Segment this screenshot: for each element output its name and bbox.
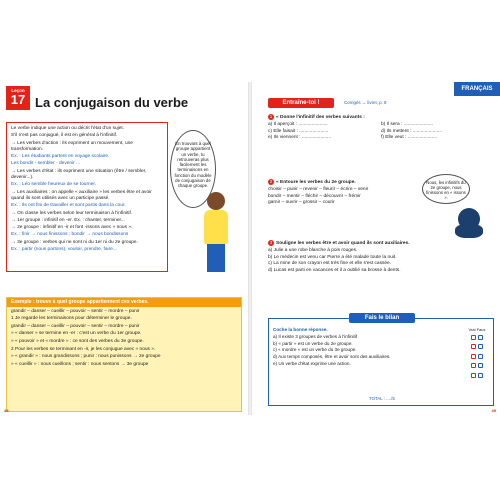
checkbox-faux[interactable] bbox=[478, 344, 483, 349]
checkbox-vrai[interactable] bbox=[471, 363, 476, 368]
child-legs bbox=[207, 244, 225, 272]
exercise-3 bbox=[268, 240, 494, 275]
rule-line: → 3e groupe : verbes qui ne sont ni du 1er ni du 2e groupe. bbox=[11, 239, 138, 245]
bilan-row: c) « mordre » est un verbe du 3e groupe. bbox=[273, 347, 357, 353]
rule-line: → 2e groupe : infinitif en -ir et font -issons avec « nous ». bbox=[11, 225, 133, 231]
rule-example: Ex. : partir (nous partons), vouloir, prendre, faire... bbox=[11, 247, 117, 253]
checkbox-vrai[interactable] bbox=[471, 344, 476, 349]
exercise-number-icon: 2 bbox=[269, 179, 273, 184]
exercise-item[interactable]: e) Ils viennent : ...................... bbox=[268, 135, 332, 141]
checkbox-faux[interactable] bbox=[478, 363, 483, 368]
exercise-title: « Donne l'infinitif des verbes suivants : bbox=[276, 115, 365, 120]
exercise-item[interactable]: b) Il sera : ...................... bbox=[381, 121, 433, 127]
rule-line: → Les verbes d'action : ils expriment un mouvement, une transformation. bbox=[11, 140, 133, 152]
exercise-item[interactable]: a) Il aperçoit : ...................... bbox=[268, 121, 328, 127]
example-line: grandir – danser – cueillir – pouvoir – sentir – mordre – punir bbox=[11, 308, 140, 314]
lesson-tab bbox=[6, 86, 30, 110]
exercise-line[interactable]: c) La mine de son crayon est très fine et elle s'est cassée. bbox=[268, 261, 392, 267]
entraine-toi-banner: Entraîne-toi ! bbox=[268, 98, 334, 108]
exercise-line[interactable]: b) Le médecin est venu car Pierre a été malade toute la nuit. bbox=[268, 254, 397, 260]
exercise-line[interactable]: garnir – ouvrir – grossir – courir bbox=[268, 200, 335, 206]
vrai-faux-column bbox=[465, 327, 489, 382]
exercise-item[interactable]: f) Elle veut : ...................... bbox=[381, 135, 437, 141]
example-line: » « cueillir » : nous cueillons ; sentir : nous sentons → 3e groupe bbox=[11, 361, 149, 367]
tip-speech-bubble: En trouvant à quel groupe appartient un verbe, tu retrouveras plus facilement les terminaisons en fonction du modèle de conjugaison de chaque groupe. bbox=[170, 130, 216, 208]
rule-example: Ex. : Léo semble heureux de se tourner. bbox=[11, 182, 97, 188]
textbook-spread bbox=[0, 82, 500, 415]
example-line: » « danser » se termine en -er : c'est un verbe du 1er groupe. bbox=[11, 331, 142, 337]
corriges-reference: Corrigés → livret, p. 8 bbox=[344, 100, 387, 105]
vrai-faux-header: Vrai Faux bbox=[468, 327, 486, 332]
rule-example: Les bondir - sembler - devenir ... bbox=[11, 161, 81, 167]
subject-tab: FRANÇAIS bbox=[454, 82, 500, 96]
exercise-number-icon: 1 bbox=[269, 114, 273, 119]
example-box bbox=[6, 297, 242, 412]
exercise-line[interactable]: bondir – mentir – fléchir – découvrir – frémir bbox=[268, 193, 361, 199]
exercise-item[interactable]: d) Ils mettent : ...................... bbox=[381, 128, 443, 134]
page-number-left: 48 bbox=[4, 408, 9, 413]
bilan-row: a) Il existe 3 groupes de verbes à l'infinitif bbox=[273, 333, 358, 339]
page-title: La conjugaison du verbe bbox=[35, 95, 189, 110]
bilan-rows bbox=[273, 327, 463, 368]
example-line: grandir – danser – cueillir – pouvoir – sentir – mordre – punir bbox=[11, 323, 140, 329]
lesson-word: Leçon bbox=[11, 88, 25, 93]
checkbox-vrai[interactable] bbox=[471, 335, 476, 340]
rule-line: Le verbe indique une action ou décrit l'état d'un sujet. bbox=[11, 126, 125, 131]
lesson-number: 17 bbox=[10, 92, 26, 107]
child-shirt bbox=[204, 210, 228, 244]
exercise-number-icon: 3 bbox=[269, 240, 273, 245]
rule-example: Ex. : Ils ont fini de travailler et sont partis dans la cour. bbox=[11, 203, 126, 209]
example-line: » « grandir » : nous grandissons ; punir : nous punissons → 2e groupe bbox=[11, 354, 161, 360]
exercise-line[interactable]: a) Julie a une robe blanche à pois rouges. bbox=[268, 247, 358, 253]
left-page bbox=[0, 82, 248, 415]
mascot-body bbox=[455, 224, 483, 238]
exercise-title: Souligne les verbes être et avoir quand ils sont auxiliaires. bbox=[276, 241, 410, 246]
exercise-1 bbox=[268, 114, 494, 142]
rule-example: Ex. : finir → nous finissons ; bondir → nous bondissons bbox=[11, 232, 129, 238]
total-score: TOTAL : ..../5 bbox=[369, 396, 395, 402]
rule-line: → Les auxiliaires : on appelle « auxiliaire » les verbes être et avoir quand ils sont utilisés avec un participe passé. bbox=[11, 189, 152, 201]
bilan-box bbox=[268, 315, 494, 406]
bilan-row: d) Aux temps composés, être et avoir sont des auxiliaires. bbox=[273, 354, 391, 360]
checkbox-faux[interactable] bbox=[478, 335, 483, 340]
exercise-title: « Entoure les verbes du 2e groupe. bbox=[276, 180, 356, 185]
exercise-line[interactable]: d) Lucas est parti en vacances et il a oublié sa brosse à dents. bbox=[268, 268, 401, 274]
child-illustration bbox=[196, 192, 236, 277]
bilan-intro: Coche la bonne réponse. bbox=[273, 327, 328, 332]
right-page bbox=[252, 82, 500, 415]
exercise-line[interactable]: choisir – punir – revenir – fleurir – écrire – venir bbox=[268, 186, 369, 192]
rule-line: → On classe les verbes selon leur terminaison à l'infinitif. bbox=[11, 210, 133, 216]
page-number-right: 49 bbox=[491, 408, 496, 413]
example-body bbox=[7, 307, 241, 372]
rule-line: S'il n'est pas conjugué, il est en général à l'infinitif. bbox=[11, 133, 118, 139]
checkbox-faux[interactable] bbox=[478, 354, 483, 359]
example-line: 1 Je regarde les terminaisons pour déterminer le groupe. bbox=[11, 316, 132, 322]
tip-speech-bubble: Nous, les infinitifs du 2e groupe, nous finissons en « issons ». bbox=[422, 174, 470, 204]
mascot-illustration bbox=[452, 204, 486, 240]
checkbox-vrai[interactable] bbox=[471, 373, 476, 378]
checkbox-vrai[interactable] bbox=[471, 354, 476, 359]
exercise-2 bbox=[268, 179, 418, 207]
rule-line: → Les verbes d'état : ils expriment une situation (être / sembler, devenir...). bbox=[11, 168, 147, 181]
bilan-title: Fais le bilan bbox=[349, 313, 415, 323]
rule-example: Ex. : Les étudiants partent en voyage scolaire. bbox=[11, 154, 110, 160]
example-header: Exemple : trouve à quel groupe appartiennent ces verbes. bbox=[7, 298, 241, 307]
bilan-row: b) « partir » est un verbe du 2e groupe. bbox=[273, 340, 353, 346]
exercise-item[interactable]: c) Elle faisait : ...................... bbox=[268, 128, 329, 134]
rule-line: → 1er groupe : infinitif en -er. Ex. : chanter, terminer... bbox=[11, 217, 125, 223]
example-line: » « pouvoir » et « mordre » : ce sont des verbes du 3e groupe. bbox=[11, 338, 144, 344]
child-head bbox=[207, 192, 225, 210]
example-line: 2 Pour les verbes se terminant en -ir, je les conjugue avec « nous ». bbox=[11, 346, 156, 352]
checkbox-faux[interactable] bbox=[478, 373, 483, 378]
rules-box bbox=[6, 122, 168, 272]
bilan-row: e) Un verbe d'état exprime une action. bbox=[273, 360, 351, 366]
